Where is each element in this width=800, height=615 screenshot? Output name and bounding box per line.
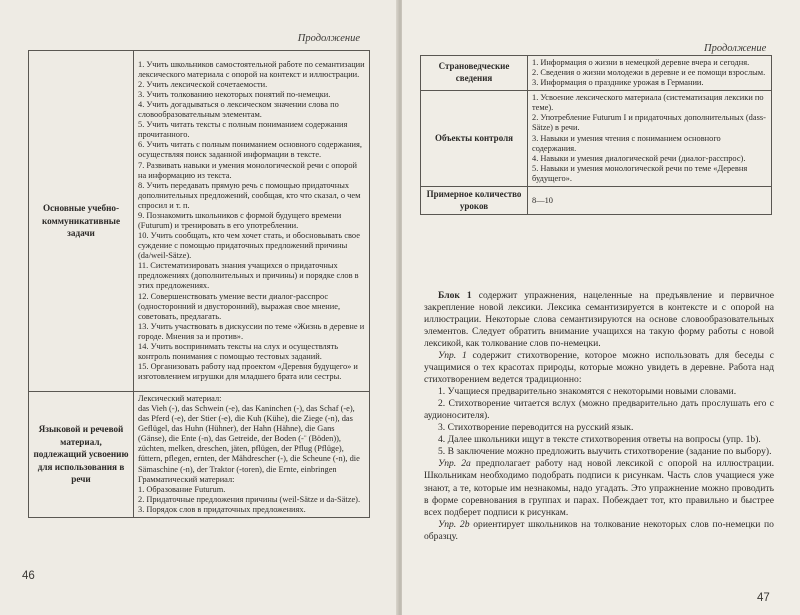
list-item: 4. Навыки и умения диалогической речи (диалог-расспрос).: [532, 153, 746, 163]
list-item: 5. Учить читать тексты с полным пониманием содержания прочитанного.: [138, 120, 348, 140]
exercise-label: Упр. 2a: [438, 458, 471, 470]
table-row: [421, 186, 772, 214]
control-list: [528, 91, 772, 187]
task-list: [134, 51, 370, 392]
list-item: 1. Учащиеся предварительно знакомятся с некоторыми новыми словами.: [438, 386, 737, 398]
list-item: 3. Стихотворение переводится на русский язык.: [438, 422, 634, 434]
table-row: [421, 91, 772, 187]
running-head: Продолжение: [704, 43, 767, 54]
paragraph: Упр. 2a предполагает работу над новой лексикой с опорой на иллюстрации. Школьникам необходимо подобрать подписи к рисункам. Часть слов учащиеся уже знают, а те, которые им незнакомы, надо угадать. Это упражнение можно проводить в форме соревнования в группах и парах. Побеждает тот, кто правильно и быстрее всех подберет подписи к рисункам.: [424, 458, 774, 518]
running-head: Продолжение: [297, 33, 360, 44]
table-row: [29, 392, 370, 518]
block-label: Блок 1: [438, 290, 472, 301]
grammar-heading: Грамматический материал:: [138, 474, 235, 484]
row-label: Языковой и речевой материал, подлежащий усвоению для использования в речи: [29, 392, 134, 518]
list-item: 12. Совершенствовать умение вести диалог-расспрос (односторонний и двусторонний), выражая свое мнение, советовать, предлагать.: [138, 291, 341, 321]
list-item: 1. Усвоение лексического материала (систематизация лексики по теме).: [532, 93, 764, 113]
list-item: 3. Учить толкованию некоторых понятий по-немецки.: [138, 89, 331, 99]
table-row: [421, 56, 772, 91]
paragraph: Блок 1 содержит упражнения, нацеленные на предъявление и первичное закрепление новой лексики. Лексика семантизируется в контексте и с опорой на иллюстрации. Некоторые слова семантизируются на основе словообразовательных элементов. Следует обратить внимание учащихся на такую форму работы с новой лексикой, как толкование слов по-немецки.: [424, 290, 774, 350]
lesson-count: [528, 186, 772, 214]
list-item: 2. Придаточные предложения причины (weil-Sätze и da-Sätze).: [138, 494, 361, 504]
info-list: [528, 56, 772, 91]
list-item: 14. Учить воспринимать тексты на слух и осуществлять контроль понимания с помощью тестовых заданий.: [138, 341, 339, 362]
exercise-label: Упр. 2b: [438, 518, 470, 530]
list-item: 5. Навыки и умения монологической речи по теме «Деревня будущего».: [532, 163, 748, 183]
planning-table: [28, 50, 370, 518]
page-number: 46: [22, 570, 35, 582]
lexical-heading: Лексический материал:: [138, 394, 222, 403]
table-row: [29, 51, 370, 392]
paragraph: Упр. 1 содержит стихотворение, которое можно использовать для беседы с учащимися о тех красотах природы, которые можно увидеть в деревне. Работа над стихотворением ведется традиционно:: [424, 350, 774, 386]
body-text: [424, 290, 774, 543]
list-item: 9. Познакомить школьников с формой будущего времени (Futurum) и тренировать в его употреблении.: [138, 210, 342, 230]
list-item: 3. Информация о празднике урожая в Германии.: [532, 78, 704, 88]
list-item: 10. Учить сообщать, кто чем хочет стать, и обосновывать свое суждение с помощью придаточных предложений причины (da/weil-Sätze).: [138, 231, 360, 261]
exercise-label: Упр. 1: [438, 350, 467, 362]
row-label: Примерное количество уроков: [421, 186, 528, 214]
list-item: 15. Организовать работу над проектом «Деревня будущего» и изготовлением игрушки для младшего брата или сестры.: [138, 362, 358, 382]
row-label: Страноведческие сведения: [421, 56, 528, 91]
list-item: 13. Учить участвовать в дискуссии по теме «Жизнь в деревне и городе. Мнения за и против».: [138, 321, 365, 341]
list-item: 2. Сведения о жизни молодежи в деревне и ее помощи взрослым.: [532, 68, 766, 78]
list-item: 4. Учить догадываться о лексическом значении слова по словообразовательным элементам.: [138, 100, 339, 120]
list-item: 4. Далее школьники ищут в тексте стихотворения ответы на вопросы (упр. 1b).: [438, 434, 761, 446]
material-cell: [134, 392, 370, 518]
list-item: 5. В заключение можно предложить выучить стихотворение (задание по выбору).: [438, 446, 772, 458]
list-item: 2. Употребление Futurum I и придаточных дополнительных (dass-Sätze) в речи.: [532, 113, 766, 133]
right-page: [402, 0, 800, 615]
paragraph: Упр. 2b ориентирует школьников на толкование некоторых слов по-немецки по образцу.: [424, 518, 774, 542]
list-item: 3. Навыки и умения чтения с пониманием основного содержания.: [532, 133, 721, 153]
list-item: 3. Порядок слов в придаточных предложениях.: [138, 504, 306, 514]
list-item: 8—10: [532, 195, 553, 205]
list-item: 1. Учить школьников самостоятельной работе по семантизации лексического материала с опорой на контекст и иллюстрации.: [138, 59, 365, 79]
left-page: [0, 0, 398, 615]
list-item: 1. Образование Futurum.: [138, 484, 226, 494]
list-item: 7. Развивать навыки и умения монологической речи с опорой на информацию из текста.: [138, 160, 358, 180]
list-item: 8. Учить передавать прямую речь с помощью придаточных дополнительных предложений, сообщая, кто что сказал, о чем спросил и т. п.: [138, 180, 361, 210]
list-item: 6. Учить читать с полным пониманием основного содержания, осуществляя поиск заданной информации в тексте.: [138, 140, 362, 160]
planning-table: [420, 55, 772, 215]
lexical-text: das Vieh (-), das Schwein (-e), das Kaninchen (-), das Schaf (-e), das Pferd (-e), der Stier (-e), die Kuh (Kühe), die Ziege (-n), das Geflügel, das Huhn (Hühner), der Hahn (Hähne), die Gans (Gänse), die Ente (-n), das Getreide, der Boden (-¨ (Böden)), züchten, melken, dreschen, jäten, pflügen, der Pflug (Pflüge), füttern, pflegen, ernten, der Mähdrescher (-), die Scheune (-n), die Sämaschine (-n), der Traktor (-toren), die Ernte, einbringen: [138, 404, 360, 474]
list-item: 1. Информация о жизни в немецкой деревне вчера и сегодня.: [532, 58, 750, 67]
list-item: 2. Стихотворение читается вслух (можно предварительно дать прослушать его с аудионосителя).: [424, 398, 774, 422]
list-item: 2. Учить лексической сочетаемости.: [138, 79, 268, 89]
page-number: 47: [757, 592, 770, 604]
row-label: Объекты контроля: [421, 91, 528, 187]
row-label: Основные учебно-коммуникативные задачи: [29, 51, 134, 392]
list-item: 11. Систематизировать знания учащихся о придаточных предложениях (дополнительных и причины) и порядке слов в этих предложениях.: [138, 261, 359, 291]
